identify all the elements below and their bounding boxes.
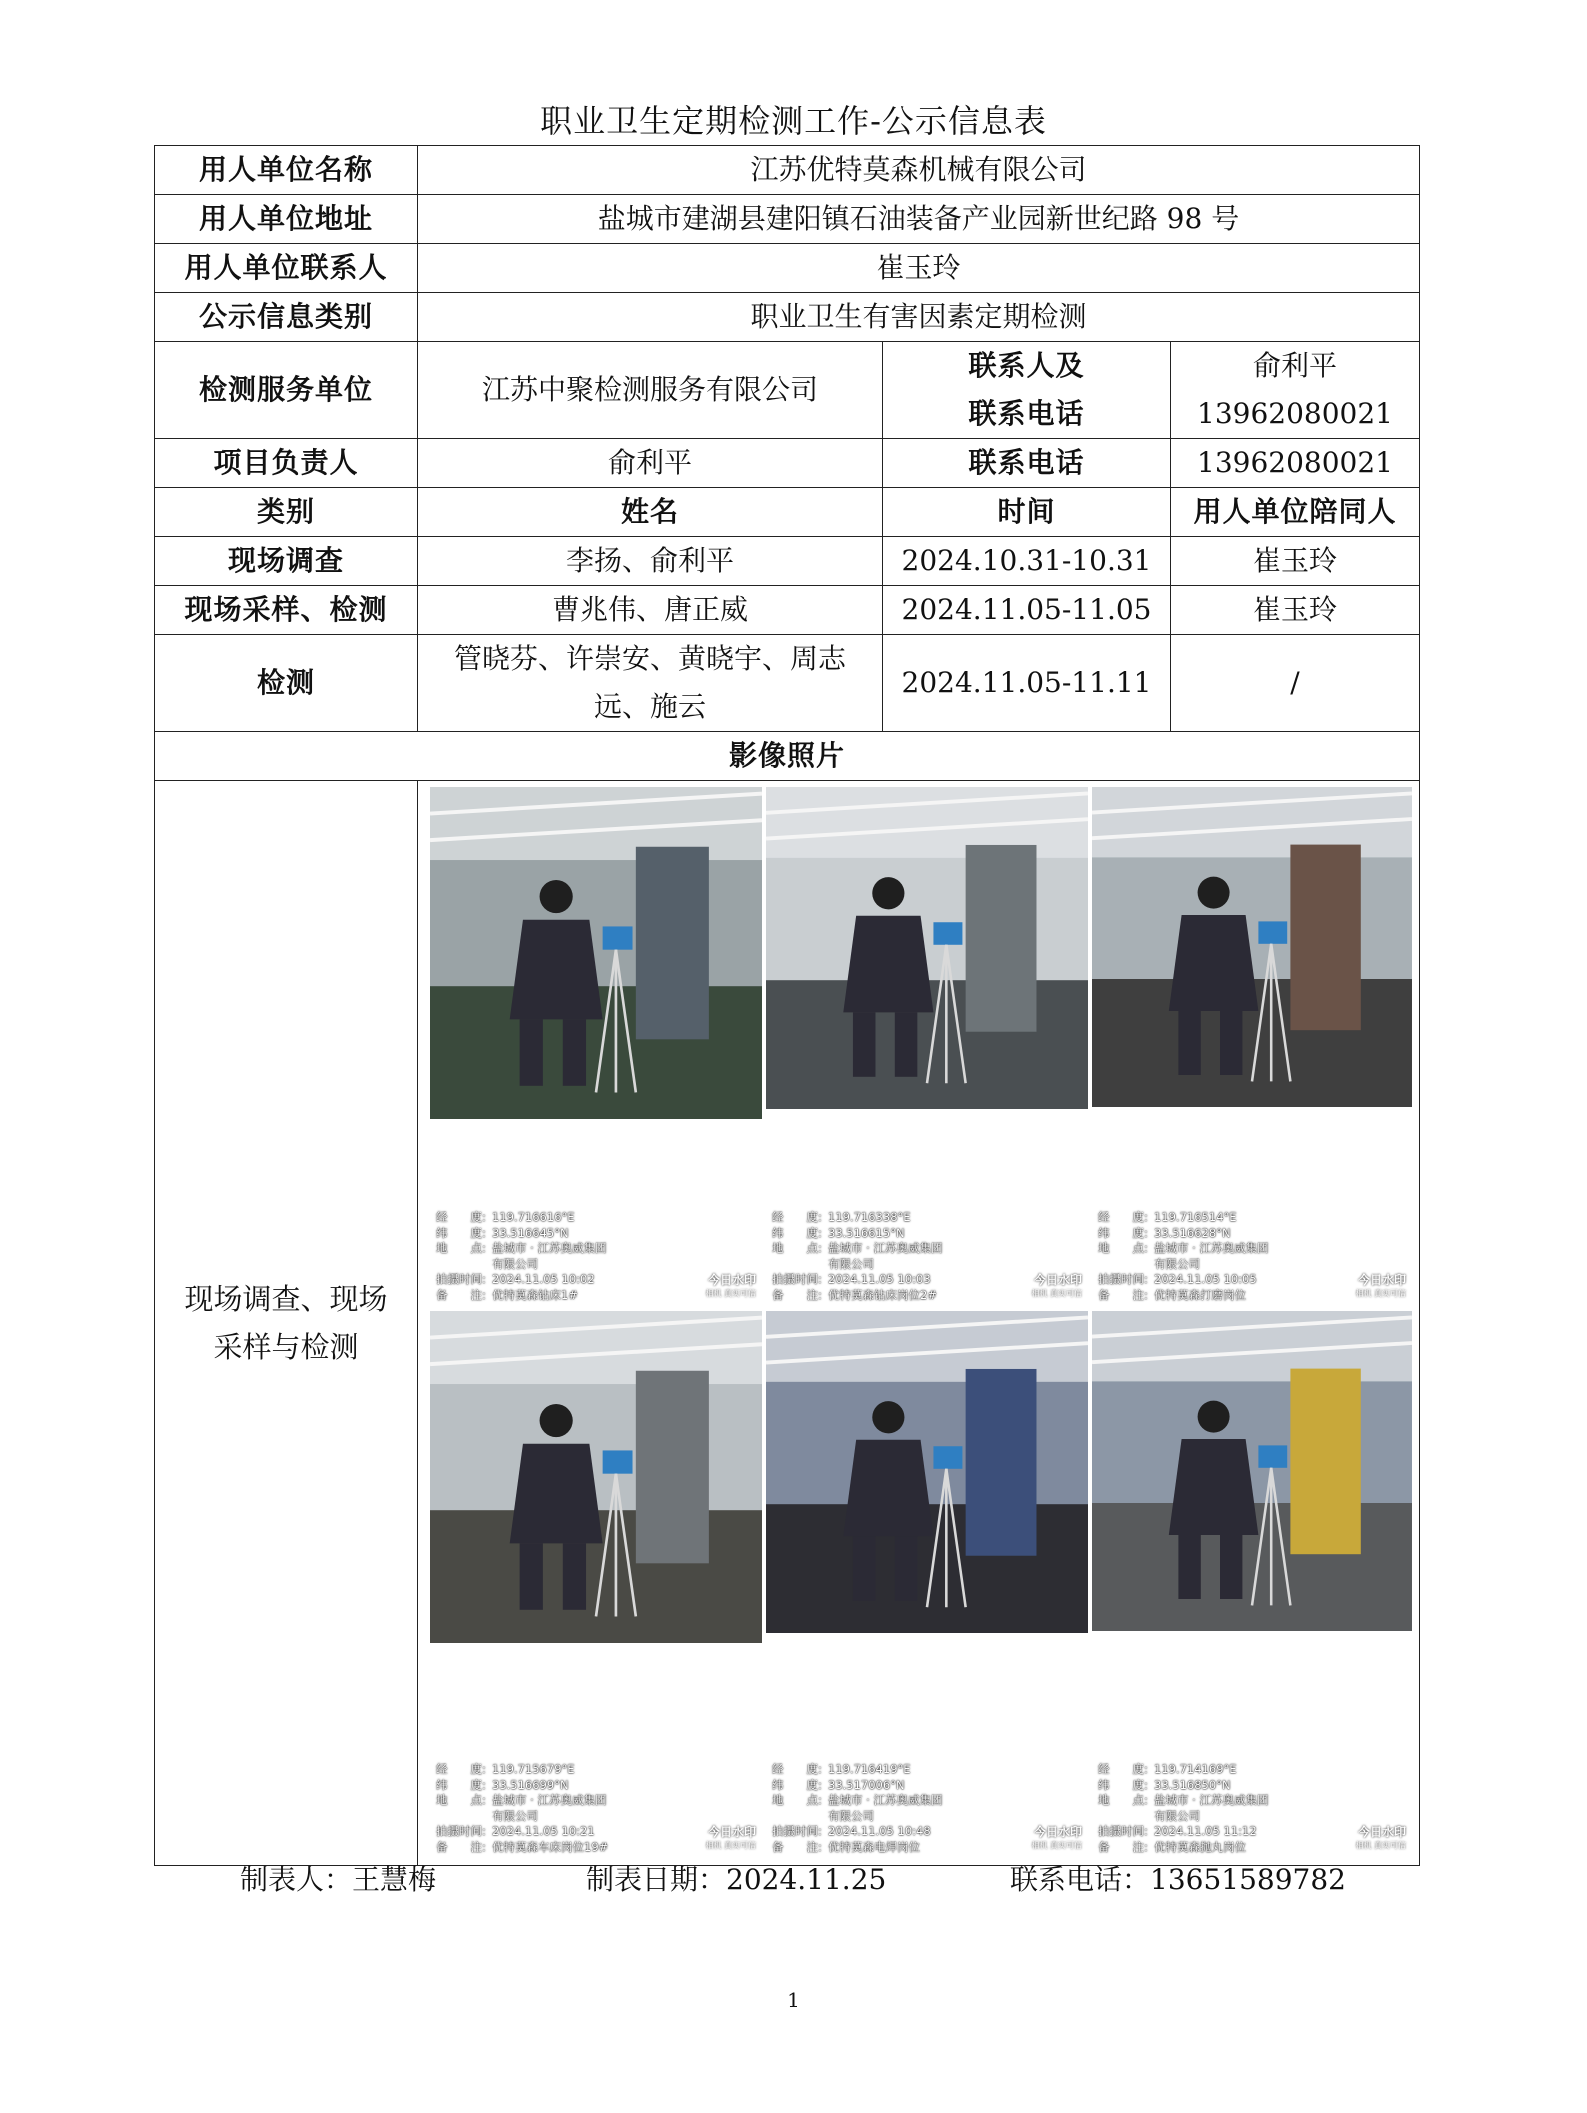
watermark-logo-sub: 相机 真实可信 [705,1841,756,1850]
watermark-value: 119.716616°E [492,1210,575,1224]
watermark-value: 盐城市 · 江苏奥威集团 有限公司 [492,1793,607,1823]
watermark-row-loc [436,1241,758,1272]
watermark-row-loc [1098,1793,1408,1824]
watermark-value: 2024.11.05 10:02 [492,1272,595,1286]
watermark-logo-main: 今日水印 [1033,1273,1082,1287]
project-phone-label: 联系电话 [883,439,1171,488]
watermark-logo-main: 今日水印 [1357,1273,1406,1287]
schedule-names: 曹兆伟、唐正威 [418,586,883,635]
watermark-value: 2024.11.05 10:03 [828,1272,931,1286]
footer-phone: 联系电话：13651589782 [1010,1863,1346,1896]
watermark-value: 优特莫森抛丸岗位 [1154,1839,1246,1854]
watermark-row-lat [436,1226,758,1242]
photos-label-line2: 采样与检测 [213,1330,359,1364]
watermark-value: 33.517006°N [828,1777,905,1792]
photo-scene [766,1311,1088,1633]
watermark-row-loc [772,1241,1084,1272]
info-table [154,145,1420,1866]
schedule-row [155,537,1420,586]
watermark-value: 33.516615°N [828,1225,905,1240]
watermark-logo-main: 今日水印 [1357,1825,1406,1839]
watermark-value: 119.716338°E [828,1210,911,1224]
watermark-row-loc [1098,1241,1408,1272]
watermark-value: 119.714169°E [1154,1762,1237,1776]
employer-contact-label: 用人单位联系人 [155,244,418,293]
watermark-logo [1031,1825,1082,1853]
page-number: 1 [787,1988,800,2012]
watermark-key: 经 度: [436,1210,486,1224]
watermark-key: 纬 度: [772,1225,822,1240]
watermark-row-lat [772,1778,1084,1794]
watermark-key: 备 注: [772,1839,822,1854]
watermark-key: 经 度: [772,1210,822,1224]
watermark-logo [705,1825,756,1853]
schedule-names-line1: 管晓芬、许崇安、黄晓宇、周志 [453,642,846,675]
watermark-key: 经 度: [1098,1762,1148,1776]
site-photo [766,1311,1088,1859]
watermark-key: 备 注: [436,1839,486,1854]
photos-label [155,781,418,1866]
project-leader-label: 项目负责人 [155,439,418,488]
watermark-key: 纬 度: [436,1225,486,1240]
watermark-value: 119.715679°E [492,1762,575,1776]
employer-address-label: 用人单位地址 [155,195,418,244]
watermark-key: 备 注: [1098,1287,1148,1302]
watermark-key: 地 点: [772,1241,822,1255]
schedule-companion: 崔玉玲 [1171,586,1420,635]
watermark-logo-main: 今日水印 [707,1273,756,1287]
watermark-logo-main: 今日水印 [1033,1825,1082,1839]
watermark-value: 优特莫森电焊岗位 [828,1839,920,1854]
schedule-category: 现场调查 [155,537,418,586]
schedule-names [418,635,883,732]
watermark-key: 备 注: [436,1287,486,1302]
photo-scene [766,787,1088,1109]
watermark-logo-sub: 相机 真实可信 [1031,1841,1082,1850]
watermark-value: 优特莫森车床岗位19# [492,1839,609,1854]
watermark-key: 拍摄时间: [436,1824,486,1838]
watermark-key: 拍摄时间: [1098,1272,1148,1286]
photo-scene [430,1311,762,1643]
page-title: 职业卫生定期检测工作-公示信息表 [540,102,1047,140]
watermark-value: 33.516628°N [1154,1225,1231,1240]
schedule-time: 2024.11.05-11.05 [883,586,1171,635]
watermark-row-lng [436,1210,758,1226]
service-unit-value: 江苏中聚检测服务有限公司 [418,342,883,439]
watermark-key: 地 点: [772,1793,822,1807]
watermark-row-lng [772,1210,1084,1226]
watermark-row-lng [1098,1210,1408,1226]
photo-scene [1092,787,1412,1107]
watermark-row-lat [436,1778,758,1794]
watermark-logo-main: 今日水印 [707,1825,756,1839]
watermark-value: 2024.11.05 11:12 [1154,1824,1257,1838]
service-contact-label-line1: 联系人及 [968,349,1085,382]
site-photo [430,1311,762,1859]
watermark-key: 地 点: [1098,1793,1148,1807]
watermark-logo-sub: 相机 真实可信 [1031,1289,1082,1298]
watermark-value: 优特莫森钻床岗位2# [828,1287,937,1302]
watermark-key: 经 度: [436,1762,486,1776]
schedule-header-category: 类别 [155,488,418,537]
watermark-key: 备 注: [772,1287,822,1302]
schedule-row [155,586,1420,635]
watermark-key: 拍摄时间: [1098,1824,1148,1838]
watermark-value: 2024.11.05 10:05 [1154,1272,1257,1286]
watermark-value: 盐城市 · 江苏奥威集团 有限公司 [828,1241,943,1271]
employer-name-label: 用人单位名称 [155,146,418,195]
watermark-value: 盐城市 · 江苏奥威集团 有限公司 [1154,1241,1269,1271]
watermark-row-lng [436,1762,758,1778]
schedule-category: 检测 [155,635,418,732]
watermark-row-lng [1098,1762,1408,1778]
footer-date: 制表日期：2024.11.25 [586,1863,887,1896]
watermark-key: 拍摄时间: [772,1824,822,1838]
watermark-key: 纬 度: [1098,1225,1148,1240]
watermark-key: 拍摄时间: [436,1272,486,1286]
photos-cell [418,781,1420,1866]
watermark-logo-sub: 相机 真实可信 [1355,1289,1406,1298]
footer-preparer: 制表人：王慧梅 [240,1863,437,1896]
schedule-names: 李扬、俞利平 [418,537,883,586]
watermark-key: 拍摄时间: [772,1272,822,1286]
watermark-value: 优特莫森钻床1# [492,1287,578,1302]
watermark-logo [1355,1273,1406,1301]
service-contact-label [883,342,1171,439]
project-phone-value: 13962080021 [1171,439,1420,488]
employer-name-value: 江苏优特莫森机械有限公司 [418,146,1420,195]
schedule-header-companion: 用人单位陪同人 [1171,488,1420,537]
watermark-key: 地 点: [436,1241,486,1255]
watermark-key: 备 注: [1098,1839,1148,1854]
service-contact-name: 俞利平 [1253,349,1338,382]
site-photo [766,787,1088,1307]
employer-address-value: 盐城市建湖县建阳镇石油装备产业园新世纪路 98 号 [418,195,1420,244]
watermark-key: 地 点: [436,1793,486,1807]
employer-contact-value: 崔玉玲 [418,244,1420,293]
schedule-time: 2024.10.31-10.31 [883,537,1171,586]
watermark-logo [1355,1825,1406,1853]
watermark-value: 2024.11.05 10:21 [492,1824,595,1838]
site-photo [430,787,762,1307]
photo-scene [1092,1311,1412,1631]
service-contact-phone: 13962080021 [1197,397,1393,430]
watermark-value: 119.716419°E [828,1762,911,1776]
watermark-value: 优特莫森打磨岗位 [1154,1287,1246,1302]
watermark-value: 盐城市 · 江苏奥威集团 有限公司 [492,1241,607,1271]
watermark-logo [1031,1273,1082,1301]
watermark-row-lat [772,1226,1084,1242]
watermark-row-loc [436,1793,758,1824]
service-unit-label: 检测服务单位 [155,342,418,439]
watermark-key: 地 点: [1098,1241,1148,1255]
watermark-value: 33.516645°N [492,1225,569,1240]
watermark-logo-sub: 相机 真实可信 [705,1289,756,1298]
project-leader-value: 俞利平 [418,439,883,488]
schedule-names-line2: 远、施云 [593,690,706,723]
watermark-row-lat [1098,1778,1408,1794]
schedule-category: 现场采样、检测 [155,586,418,635]
photos-label-line1: 现场调查、现场 [184,1282,388,1316]
watermark-value: 33.516850°N [1154,1777,1231,1792]
watermark-row-lng [772,1762,1084,1778]
schedule-row [155,635,1420,732]
schedule-companion: 崔玉玲 [1171,537,1420,586]
service-contact-value [1171,342,1420,439]
info-category-value: 职业卫生有害因素定期检测 [418,293,1420,342]
service-contact-label-line2: 联系电话 [968,397,1085,430]
watermark-value: 盐城市 · 江苏奥威集团 有限公司 [828,1793,943,1823]
watermark-logo [705,1273,756,1301]
watermark-key: 纬 度: [436,1777,486,1792]
watermark-value: 盐城市 · 江苏奥威集团 有限公司 [1154,1793,1269,1823]
watermark-key: 经 度: [772,1762,822,1776]
site-photo [1092,1311,1412,1859]
watermark-value: 2024.11.05 10:48 [828,1824,931,1838]
schedule-header-time: 时间 [883,488,1171,537]
watermark-key: 经 度: [1098,1210,1148,1224]
schedule-header-names: 姓名 [418,488,883,537]
watermark-row-lat [1098,1226,1408,1242]
watermark-logo-sub: 相机 真实可信 [1355,1841,1406,1850]
watermark-value: 119.716514°E [1154,1210,1237,1224]
watermark-key: 纬 度: [772,1777,822,1792]
info-category-label: 公示信息类别 [155,293,418,342]
schedule-time: 2024.11.05-11.11 [883,635,1171,732]
photo-scene [430,787,762,1119]
watermark-value: 33.516699°N [492,1777,569,1792]
photo-grid [430,787,1419,1859]
schedule-companion: / [1171,635,1420,732]
watermark-key: 纬 度: [1098,1777,1148,1792]
photos-header: 影像照片 [155,732,1420,781]
watermark-row-loc [772,1793,1084,1824]
site-photo [1092,787,1412,1307]
